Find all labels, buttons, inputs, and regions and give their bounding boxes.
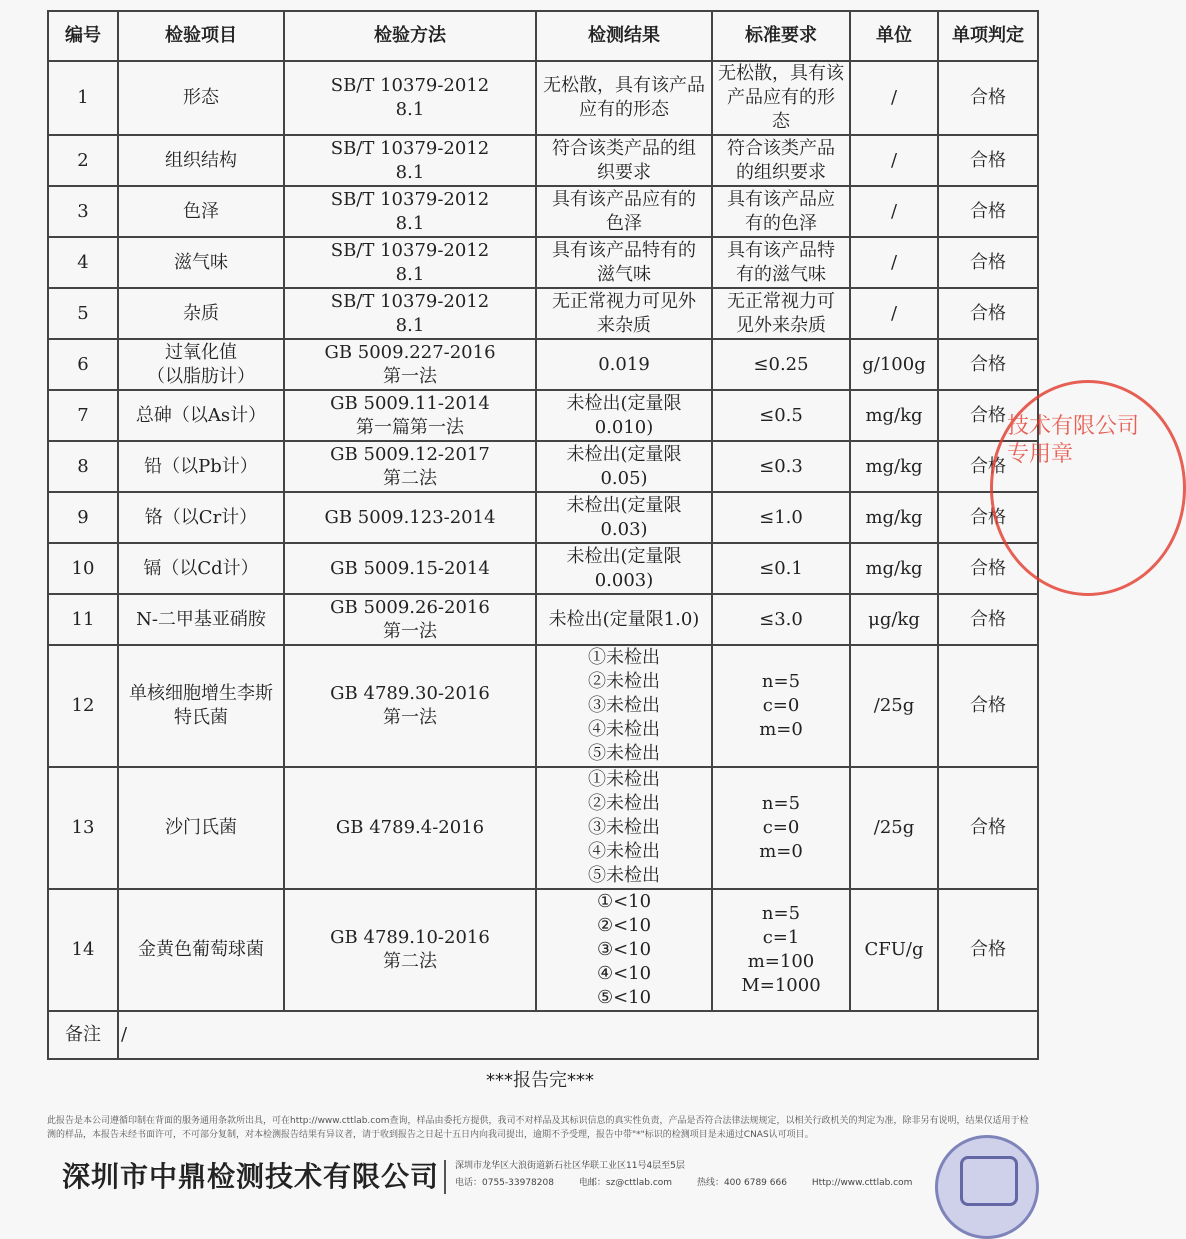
table-body xyxy=(48,61,1038,1059)
cell-unit: mg/kg xyxy=(850,441,938,492)
company-hotline: 热线：400 6789 666 xyxy=(696,1178,787,1188)
cell-no: 4 xyxy=(48,237,118,288)
cell-no: 14 xyxy=(48,889,118,1011)
cell-no: 1 xyxy=(48,61,118,135)
company-name: 深圳市中鼎检测技术有限公司 xyxy=(62,1160,440,1193)
cell-no: 5 xyxy=(48,288,118,339)
cell-item: 沙门氏菌 xyxy=(118,767,284,889)
company-phone: 电话：0755-33978208 xyxy=(455,1178,554,1188)
cell-result: 未检出(定量限1.0) xyxy=(536,594,712,645)
cell-no: 12 xyxy=(48,645,118,767)
cell-no: 7 xyxy=(48,390,118,441)
cell-standard: ≤0.3 xyxy=(712,441,850,492)
cell-result: 未检出(定量限 0.03) xyxy=(536,492,712,543)
company-website[interactable]: Http://www.cttlab.com xyxy=(811,1178,913,1188)
footer-contact-info xyxy=(455,1158,1015,1192)
table-row xyxy=(48,339,1038,390)
table-row xyxy=(48,61,1038,135)
cell-result: ①未检出 ②未检出 ③未检出 ④未检出 ⑤未检出 xyxy=(536,645,712,767)
cell-judgement: 合格 xyxy=(938,767,1038,889)
cell-no: 8 xyxy=(48,441,118,492)
table-row xyxy=(48,645,1038,767)
cell-standard: 符合该类产品 的组织要求 xyxy=(712,135,850,186)
cell-unit: mg/kg xyxy=(850,390,938,441)
table-row xyxy=(48,543,1038,594)
cell-judgement: 合格 xyxy=(938,543,1038,594)
cell-judgement: 合格 xyxy=(938,288,1038,339)
cell-no: 2 xyxy=(48,135,118,186)
cell-item: 色泽 xyxy=(118,186,284,237)
cell-standard: 具有该产品应 有的色泽 xyxy=(712,186,850,237)
cell-result: 符合该类产品的组 织要求 xyxy=(536,135,712,186)
cell-standard: ≤0.1 xyxy=(712,543,850,594)
cell-item: 过氧化值 （以脂肪计） xyxy=(118,339,284,390)
table-row xyxy=(48,492,1038,543)
header-no: 编号 xyxy=(48,11,118,61)
cell-standard: ≤3.0 xyxy=(712,594,850,645)
red-stamp xyxy=(990,380,1186,596)
cell-method: GB 5009.15-2014 xyxy=(284,543,536,594)
cell-unit: /25g xyxy=(850,767,938,889)
table-row xyxy=(48,135,1038,186)
cell-item: 杂质 xyxy=(118,288,284,339)
cell-no: 9 xyxy=(48,492,118,543)
cell-standard: ≤0.25 xyxy=(712,339,850,390)
cell-result: ①未检出 ②未检出 ③未检出 ④未检出 ⑤未检出 xyxy=(536,767,712,889)
cell-item: 镉（以Cd计） xyxy=(118,543,284,594)
cell-result: ①<10 ②<10 ③<10 ④<10 ⑤<10 xyxy=(536,889,712,1011)
cell-method: SB/T 10379-2012 8.1 xyxy=(284,288,536,339)
cell-item: 铬（以Cr计） xyxy=(118,492,284,543)
cell-judgement: 合格 xyxy=(938,441,1038,492)
table-row xyxy=(48,767,1038,889)
cell-item: 组织结构 xyxy=(118,135,284,186)
cell-result: 未检出(定量限 0.05) xyxy=(536,441,712,492)
header-method: 检验方法 xyxy=(284,11,536,61)
cell-item: N-二甲基亚硝胺 xyxy=(118,594,284,645)
cell-result: 未检出(定量限 0.010) xyxy=(536,390,712,441)
cell-judgement: 合格 xyxy=(938,339,1038,390)
table-row xyxy=(48,889,1038,1011)
cell-item: 金黄色葡萄球菌 xyxy=(118,889,284,1011)
remarks-label: 备注 xyxy=(48,1011,118,1059)
cell-standard: ≤0.5 xyxy=(712,390,850,441)
cell-unit: g/100g xyxy=(850,339,938,390)
table-header-row xyxy=(48,11,1038,61)
cell-standard: ≤1.0 xyxy=(712,492,850,543)
cell-unit: mg/kg xyxy=(850,543,938,594)
cell-no: 3 xyxy=(48,186,118,237)
footer-divider xyxy=(444,1160,446,1194)
cell-item: 单核细胞增生李斯 特氏菌 xyxy=(118,645,284,767)
cell-unit: / xyxy=(850,186,938,237)
cell-standard: 具有该产品特 有的滋气味 xyxy=(712,237,850,288)
header-item: 检验项目 xyxy=(118,11,284,61)
cell-unit: mg/kg xyxy=(850,492,938,543)
cell-method: SB/T 10379-2012 8.1 xyxy=(284,61,536,135)
cell-judgement: 合格 xyxy=(938,889,1038,1011)
cell-standard: n=5 c=0 m=0 xyxy=(712,645,850,767)
cell-method: GB 5009.123-2014 xyxy=(284,492,536,543)
certification-seal-icon xyxy=(935,1135,1039,1239)
table-row xyxy=(48,594,1038,645)
cell-result: 具有该产品应有的 色泽 xyxy=(536,186,712,237)
cell-no: 13 xyxy=(48,767,118,889)
cell-judgement: 合格 xyxy=(938,186,1038,237)
table-row xyxy=(48,441,1038,492)
cell-method: GB 4789.10-2016 第二法 xyxy=(284,889,536,1011)
cell-result: 无正常视力可见外 来杂质 xyxy=(536,288,712,339)
cell-method: SB/T 10379-2012 8.1 xyxy=(284,237,536,288)
cell-result: 具有该产品特有的 滋气味 xyxy=(536,237,712,288)
cell-item: 铅（以Pb计） xyxy=(118,441,284,492)
cell-unit: /25g xyxy=(850,645,938,767)
stamp-text: 技术有限公司 专用章 xyxy=(1007,414,1140,467)
cell-method: GB 5009.12-2017 第二法 xyxy=(284,441,536,492)
table-row xyxy=(48,237,1038,288)
cell-standard: n=5 c=1 m=100 M=1000 xyxy=(712,889,850,1011)
cell-judgement: 合格 xyxy=(938,645,1038,767)
cell-standard: 无正常视力可 见外来杂质 xyxy=(712,288,850,339)
cell-unit: μg/kg xyxy=(850,594,938,645)
table-row xyxy=(48,390,1038,441)
header-standard: 标准要求 xyxy=(712,11,850,61)
seal-emblem xyxy=(960,1156,1018,1206)
cell-method: GB 4789.4-2016 xyxy=(284,767,536,889)
cell-method: SB/T 10379-2012 8.1 xyxy=(284,135,536,186)
cell-item: 滋气味 xyxy=(118,237,284,288)
cell-item: 总砷（以As计） xyxy=(118,390,284,441)
cell-judgement: 合格 xyxy=(938,135,1038,186)
remarks-value: / xyxy=(118,1011,1038,1059)
company-address: 深圳市龙华区大浪街道新石社区华联工业区11号4层至5层 xyxy=(455,1161,685,1171)
cell-no: 11 xyxy=(48,594,118,645)
cell-result: 无松散，具有该产品 应有的形态 xyxy=(536,61,712,135)
inspection-table xyxy=(47,10,1039,1060)
cell-result: 未检出(定量限 0.003) xyxy=(536,543,712,594)
cell-method: GB 5009.227-2016 第一法 xyxy=(284,339,536,390)
table-row xyxy=(48,288,1038,339)
cell-unit: CFU/g xyxy=(850,889,938,1011)
cell-judgement: 合格 xyxy=(938,390,1038,441)
cell-standard: n=5 c=0 m=0 xyxy=(712,767,850,889)
cell-standard: 无松散，具有该 产品应有的形 态 xyxy=(712,61,850,135)
cell-unit: / xyxy=(850,237,938,288)
disclaimer-text: 此报告是本公司遵循印制在背面的服务通用条款所出具，可在http://www.cttlab.com查询，样品由委托方提供，我司不对样品及其标识信息的真实性负责，产品是否符合法律法规规定，以相关行政机关的判定为准，除非另有说明，结果仅适用于检测的样品，本报告未经书面许可，不可部分复制，对本检测报告结果有异议者，请于收到报告之日起十五日内向我司提出，逾期不予受理，报告中带"*"标识的检测项目是未通过CNAS认可项目。 xyxy=(47,1116,1029,1140)
cell-method: GB 4789.30-2016 第一法 xyxy=(284,645,536,767)
cell-result: 0.019 xyxy=(536,339,712,390)
cell-item: 形态 xyxy=(118,61,284,135)
cell-no: 6 xyxy=(48,339,118,390)
cell-unit: / xyxy=(850,135,938,186)
cell-unit: / xyxy=(850,61,938,135)
cell-judgement: 合格 xyxy=(938,594,1038,645)
remarks-row xyxy=(48,1011,1038,1059)
header-judgement: 单项判定 xyxy=(938,11,1038,61)
cell-judgement: 合格 xyxy=(938,492,1038,543)
end-of-report-mark: ***报告完*** xyxy=(486,1070,594,1091)
cell-no: 10 xyxy=(48,543,118,594)
header-unit: 单位 xyxy=(850,11,938,61)
header-result: 检测结果 xyxy=(536,11,712,61)
cell-unit: / xyxy=(850,288,938,339)
cell-judgement: 合格 xyxy=(938,237,1038,288)
cell-method: GB 5009.26-2016 第一法 xyxy=(284,594,536,645)
cell-method: GB 5009.11-2014 第一篇第一法 xyxy=(284,390,536,441)
company-email: 电邮：sz@cttlab.com xyxy=(578,1178,673,1188)
table-row xyxy=(48,186,1038,237)
cell-judgement: 合格 xyxy=(938,61,1038,135)
cell-method: SB/T 10379-2012 8.1 xyxy=(284,186,536,237)
